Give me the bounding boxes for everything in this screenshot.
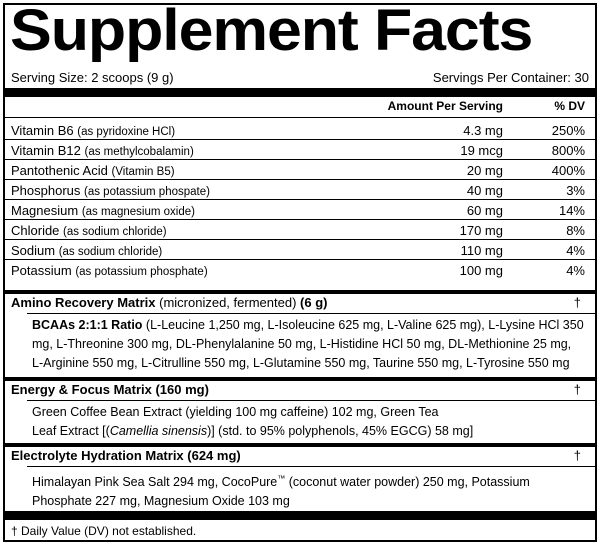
amino-line-3: L-Arginine 550 mg, L-Citrulline 550 mg, L-Glutamine 550 mg, Taurine 550 mg, L-Tyrosine 550 mg bbox=[32, 356, 570, 370]
nutrient-row bbox=[5, 220, 595, 240]
amino-weight: (6 g) bbox=[300, 295, 328, 310]
header-dv: % DV bbox=[554, 99, 585, 113]
nutrient-source: (as potassium phospate) bbox=[84, 186, 210, 198]
amino-dagger: † bbox=[573, 295, 581, 310]
nutrient-row bbox=[5, 260, 595, 280]
nutrient-name: Chloride (as sodium chloride) bbox=[11, 223, 167, 238]
nutrient-name: Phosphorus (as potassium phospate) bbox=[11, 183, 210, 198]
header-amount: Amount Per Serving bbox=[387, 99, 503, 113]
nutrient-dv: 800% bbox=[551, 143, 585, 158]
energy-ingredients bbox=[32, 403, 587, 441]
section-divider bbox=[5, 443, 595, 447]
panel-title: Supplement Facts bbox=[10, 0, 533, 63]
amino-rule bbox=[27, 313, 595, 314]
bottom-thick-divider bbox=[5, 511, 595, 520]
nutrient-row bbox=[5, 180, 595, 200]
nutrient-name: Potassium (as potassium phosphate) bbox=[11, 263, 208, 278]
nutrient-name: Pantothenic Acid (Vitamin B5) bbox=[11, 163, 175, 178]
nutrient-amount: 170 mg bbox=[459, 223, 503, 238]
amino-matrix-title bbox=[11, 295, 327, 310]
energy-line-2: Leaf Extract [(Camellia sinensis)] (std. to 95% polyphenols, 45% EGCG) 58 mg] bbox=[32, 424, 474, 438]
nutrient-dv: 8% bbox=[566, 223, 585, 238]
hydration-line-1: Himalayan Pink Sea Salt 294 mg, CocoPure™ (coconut water powder) 250 mg, Potassium bbox=[32, 474, 530, 490]
amino-qualifier: (micronized, fermented) bbox=[159, 295, 297, 310]
nutrient-source: (as sodium chloride) bbox=[58, 246, 163, 258]
nutrient-amount: 40 mg bbox=[466, 183, 503, 198]
nutrient-amount: 20 mg bbox=[466, 163, 503, 178]
hydration-rule bbox=[27, 466, 595, 467]
serving-size: Serving Size: 2 scoops (9 g) bbox=[11, 70, 174, 85]
supplement-facts-panel bbox=[3, 0, 597, 542]
nutrient-amount: 110 mg bbox=[460, 243, 503, 258]
nutrient-amount: 100 mg bbox=[459, 263, 503, 278]
nutrient-row bbox=[5, 240, 595, 260]
hydration-dagger: † bbox=[573, 448, 581, 463]
hydration-matrix-title: Electrolyte Hydration Matrix (624 mg) bbox=[11, 448, 241, 463]
energy-line-1: Green Coffee Bean Extract (yielding 100 mg caffeine) 102 mg, Green Tea bbox=[32, 405, 439, 419]
nutrient-dv: 14% bbox=[558, 203, 585, 218]
hydration-line-2: Phosphate 227 mg, Magnesium Oxide 103 mg bbox=[32, 494, 290, 509]
amino-line-2: mg, L-Threonine 300 mg, DL-Phenylalanine 50 mg, L-Histidine HCl 50 mg, DL-Methionine 25 mg, bbox=[32, 337, 572, 351]
nutrient-dv: 3% bbox=[566, 183, 585, 198]
section-divider bbox=[5, 290, 595, 294]
nutrient-amount: 4.3 mg bbox=[463, 123, 503, 138]
nutrient-dv: 4% bbox=[566, 263, 585, 278]
nutrient-row bbox=[5, 140, 595, 160]
amino-ingredients bbox=[32, 316, 587, 373]
hydration-ingredients bbox=[32, 469, 587, 511]
nutrient-name: Magnesium (as magnesium oxide) bbox=[11, 203, 195, 218]
nutrient-amount: 19 mcg bbox=[460, 143, 503, 158]
nutrient-name: Sodium (as sodium chloride) bbox=[11, 243, 163, 258]
nutrient-dv: 400% bbox=[551, 163, 585, 178]
header-rule bbox=[5, 117, 595, 118]
nutrient-row bbox=[5, 120, 595, 140]
thick-divider bbox=[5, 88, 595, 97]
servings-per-container: Servings Per Container: 30 bbox=[432, 70, 589, 85]
bcaa-title: BCAAs 2:1:1 Ratio bbox=[32, 318, 143, 332]
nutrient-source: (as methylcobalamin) bbox=[84, 146, 194, 158]
nutrient-amount: 60 mg bbox=[466, 203, 503, 218]
section-divider bbox=[5, 377, 595, 381]
nutrient-source: (as pyridoxine HCl) bbox=[77, 126, 176, 138]
nutrient-source: (as magnesium oxide) bbox=[81, 206, 195, 218]
amino-line-1: BCAAs 2:1:1 Ratio (L-Leucine 1,250 mg, L-Isoleucine 625 mg, L-Valine 625 mg), L-Lysine HCl 350 bbox=[32, 318, 584, 332]
nutrient-dv: 4% bbox=[566, 243, 585, 258]
nutrient-dv: 250% bbox=[551, 123, 585, 138]
nutrient-name: Vitamin B12 (as methylcobalamin) bbox=[11, 143, 194, 158]
energy-rule bbox=[27, 400, 595, 401]
energy-dagger: † bbox=[573, 382, 581, 397]
nutrient-source: (Vitamin B5) bbox=[111, 166, 175, 178]
footnote: † Daily Value (DV) not established. bbox=[11, 524, 197, 538]
energy-matrix-title: Energy & Focus Matrix (160 mg) bbox=[11, 382, 209, 397]
nutrient-source: (as potassium phosphate) bbox=[75, 266, 208, 278]
nutrient-row bbox=[5, 160, 595, 180]
nutrient-row bbox=[5, 200, 595, 220]
amino-title: Amino Recovery Matrix bbox=[11, 295, 156, 310]
nutrient-source: (as sodium chloride) bbox=[63, 226, 167, 238]
nutrient-name: Vitamin B6 (as pyridoxine HCl) bbox=[11, 123, 176, 138]
